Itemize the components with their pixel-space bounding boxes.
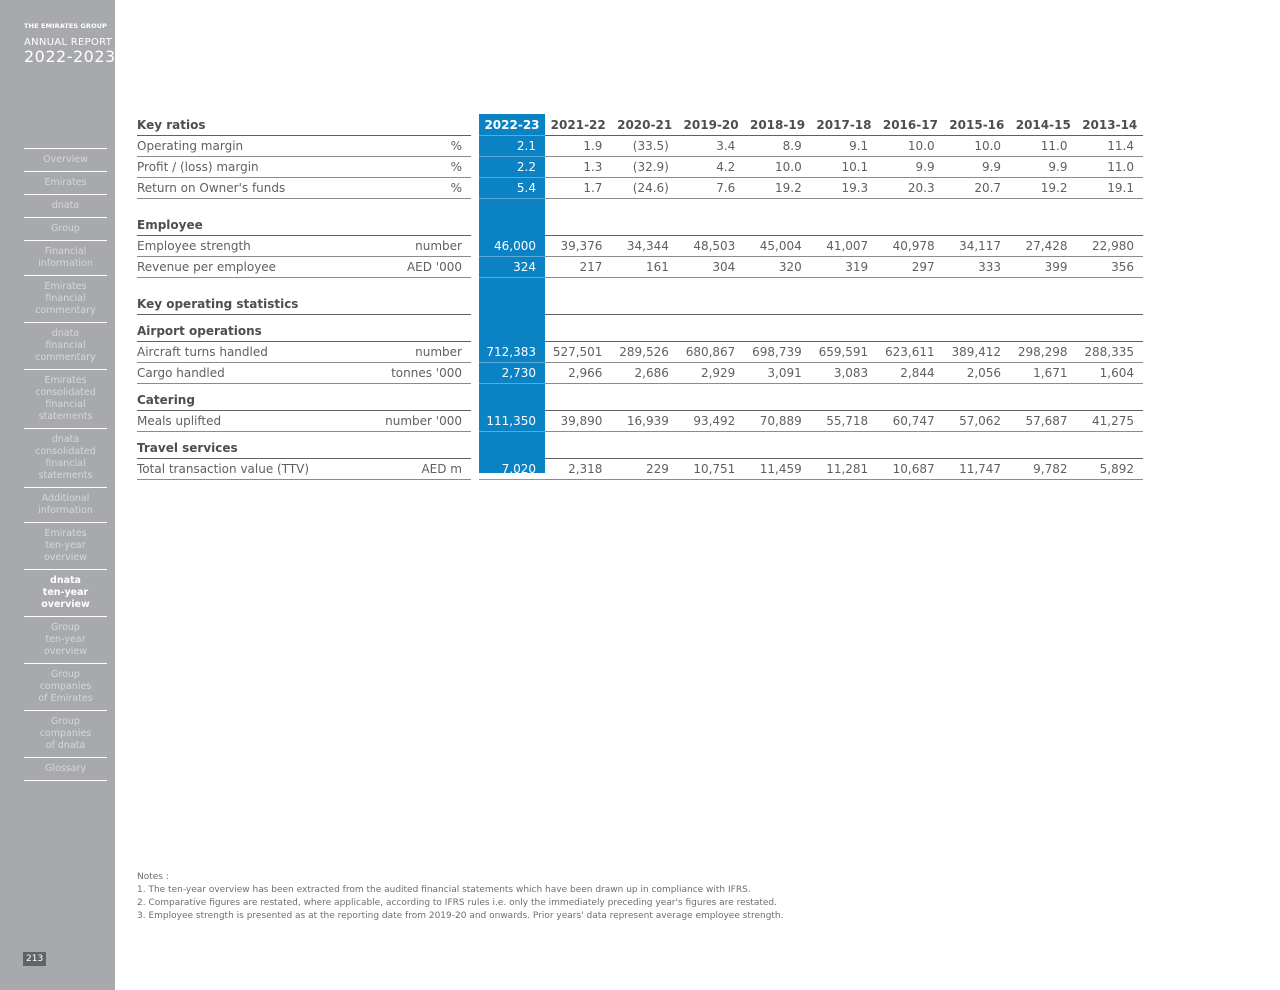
row-unit: number [357,342,471,363]
section-empty-cell [877,294,943,315]
sidebar-item-label: Glossary [44,763,87,774]
sidebar-item-label: Emirates ten-year overview [43,528,88,563]
sidebar-item-label: dnata financial commentary [35,328,96,363]
row-value: 60,747 [877,411,943,432]
table-title: Key ratios [137,114,357,136]
section-empty-cell [611,390,677,411]
header-unit-cell [357,114,471,136]
year-header: 2014-15 [1010,114,1076,136]
row-label: Revenue per employee [137,257,357,278]
row-value: 527,501 [545,342,611,363]
row-value: 46,000 [479,236,545,257]
section-empty-cell [811,215,877,236]
section-key-operating-statistics [137,294,1143,315]
section-empty-cell [744,294,810,315]
row-value: 356 [1077,257,1144,278]
row-value: 2,056 [944,363,1010,384]
row-value: 9.9 [944,157,1010,178]
section-empty-cell [1077,294,1144,315]
table-row [137,363,1143,384]
section-empty-cell [944,390,1010,411]
section-empty-cell [1010,321,1076,342]
row-value: 229 [611,459,677,480]
row-value: 217 [545,257,611,278]
section-empty-cell [944,321,1010,342]
row-value: 1,671 [1010,363,1076,384]
row-value: 297 [877,257,943,278]
row-value: 3,091 [744,363,810,384]
section-empty-cell [545,321,611,342]
sidebar-item-label: Emirates consolidated financial statements [35,375,96,422]
row-unit: AED m [357,459,471,480]
section-empty-cell [811,321,877,342]
ten-year-overview-table [137,114,1143,480]
section-empty-cell [944,215,1010,236]
brand-annual-report: ANNUAL REPORT [24,37,113,48]
section-empty-cell [545,294,611,315]
sidebar-item-overview[interactable] [24,148,107,171]
row-value: 399 [1010,257,1076,278]
row-value: 20.7 [944,178,1010,199]
row-value: 57,687 [1010,411,1076,432]
sidebar-item-emirates[interactable] [24,171,107,194]
row-value: 40,978 [877,236,943,257]
row-value: 19.3 [811,178,877,199]
sidebar-item-group-ten-year-overview[interactable] [24,616,107,663]
row-value: 10.0 [744,157,810,178]
row-value: (24.6) [611,178,677,199]
row-unit: tonnes '000 [357,363,471,384]
sidebar-item-emirates-financial-commentary[interactable] [24,275,107,322]
notes [137,871,784,923]
row-value: 16,939 [611,411,677,432]
section-empty-cell [678,215,744,236]
note-2: 2. Comparative figures are restated, where applicable, according to IFRS rules i.e. only the immediately preceding year's figures are restated. [137,898,777,908]
section-empty-cell [611,321,677,342]
sidebar-item-label: Overview [43,154,88,165]
section-empty-cell [811,294,877,315]
section-travel-services [137,438,1143,459]
section-empty-cell [744,390,810,411]
gap-cell [471,294,479,315]
year-header: 2017-18 [811,114,877,136]
row-value: 10,751 [678,459,744,480]
row-value: 11,459 [744,459,810,480]
row-unit: number [357,236,471,257]
row-value: 11,747 [944,459,1010,480]
highlight-cell [479,294,545,315]
sidebar-item-dnata-consolidated-financial-statements[interactable] [24,428,107,487]
table-row [137,178,1143,199]
brand-report-years: 2022-2023 [24,47,116,66]
spacer-cell [137,199,1143,216]
brand-block [24,22,116,66]
row-value: 680,867 [678,342,744,363]
highlight-cell [479,215,545,236]
spacer-row [137,278,1143,295]
spacer-cell [137,278,1143,295]
section-empty-cell [545,438,611,459]
section-empty-cell [1077,390,1144,411]
section-empty-cell [811,438,877,459]
gap-cell [471,438,479,459]
row-value: 659,591 [811,342,877,363]
row-value: 41,007 [811,236,877,257]
year-header: 2021-22 [545,114,611,136]
section-heading: Travel services [137,438,471,459]
spacer-row [137,199,1143,216]
gap-cell [471,411,479,432]
year-header: 2022-23 [479,114,545,136]
row-value: 161 [611,257,677,278]
row-value: 19.1 [1077,178,1144,199]
section-heading: Airport operations [137,321,471,342]
row-value: 34,344 [611,236,677,257]
row-unit: % [357,157,471,178]
sidebar-item-emirates-consolidated-financial-statements[interactable] [24,369,107,428]
gap-cell [471,363,479,384]
row-value: 9.9 [877,157,943,178]
section-empty-cell [1010,215,1076,236]
row-value: 45,004 [744,236,810,257]
row-unit: % [357,178,471,199]
gap-cell [471,257,479,278]
section-empty-cell [678,321,744,342]
row-value: 2,318 [545,459,611,480]
gap-cell [471,236,479,257]
row-value: 3,083 [811,363,877,384]
section-empty-cell [545,215,611,236]
highlight-cell [479,438,545,459]
highlight-cell [479,390,545,411]
row-value: 9.1 [811,136,877,157]
section-empty-cell [1010,390,1076,411]
row-value: 8.9 [744,136,810,157]
gap-cell [471,136,479,157]
row-value: 9,782 [1010,459,1076,480]
gap-cell [471,178,479,199]
section-empty-cell [877,438,943,459]
row-value: 304 [678,257,744,278]
table-row [137,236,1143,257]
sidebar-item-emirates-ten-year-overview[interactable] [24,522,107,569]
row-value: 4.2 [678,157,744,178]
row-value: (32.9) [611,157,677,178]
sidebar-item-label: Additional information [38,493,93,516]
gap-cell [471,215,479,236]
sidebar-item-label: dnata consolidated financial statements [35,434,96,481]
sidebar-item-label: Emirates financial commentary [35,281,96,316]
section-empty-cell [877,215,943,236]
row-value: 698,739 [744,342,810,363]
sidebar [0,0,115,990]
sidebar-item-financial-information[interactable] [24,240,107,275]
row-value: 2.1 [479,136,545,157]
row-value: 712,383 [479,342,545,363]
row-value: 289,526 [611,342,677,363]
row-value: 93,492 [678,411,744,432]
row-value: 10,687 [877,459,943,480]
section-empty-cell [545,390,611,411]
sidebar-item-label: Emirates [44,177,87,188]
gap-cell [471,459,479,480]
section-empty-cell [1010,438,1076,459]
section-empty-cell [744,215,810,236]
section-empty-cell [678,294,744,315]
sidebar-item-glossary[interactable] [24,757,107,781]
row-value: 19.2 [1010,178,1076,199]
table-row [137,411,1143,432]
row-value: 70,889 [744,411,810,432]
sidebar-item-dnata-ten-year-overview[interactable] [24,569,107,616]
row-value: 5.4 [479,178,545,199]
row-label: Aircraft turns handled [137,342,357,363]
section-empty-cell [611,294,677,315]
sidebar-item-label: Group ten-year overview [43,622,88,657]
row-value: 9.9 [1010,157,1076,178]
year-header: 2015-16 [944,114,1010,136]
row-value: 1.3 [545,157,611,178]
row-value: 320 [744,257,810,278]
section-empty-cell [877,390,943,411]
section-heading: Catering [137,390,471,411]
row-label: Cargo handled [137,363,357,384]
sidebar-item-label: Group companies of dnata [39,716,92,751]
sidebar-item-additional-information[interactable] [24,487,107,522]
sidebar-item-label: Group [51,223,80,234]
row-value: 34,117 [944,236,1010,257]
year-header: 2018-19 [744,114,810,136]
row-value: 1.9 [545,136,611,157]
note-3: 3. Employee strength is presented as at the reporting date from 2019-20 and onwards. Prior years' data represent average employee strength. [137,911,784,921]
gap-cell [471,321,479,342]
row-value: 10.0 [944,136,1010,157]
highlight-cell [479,321,545,342]
row-value: 319 [811,257,877,278]
section-employee [137,215,1143,236]
sidebar-item-label: dnata [51,200,80,211]
row-value: (33.5) [611,136,677,157]
row-value: 7.6 [678,178,744,199]
row-value: 11,281 [811,459,877,480]
row-value: 5,892 [1077,459,1144,480]
gap-cell [471,342,479,363]
row-value: 3.4 [678,136,744,157]
section-empty-cell [811,390,877,411]
table-row [137,257,1143,278]
row-label: Total transaction value (TTV) [137,459,357,480]
table-row [137,342,1143,363]
row-value: 2.2 [479,157,545,178]
row-value: 623,611 [877,342,943,363]
row-value: 111,350 [479,411,545,432]
row-unit: % [357,136,471,157]
section-empty-cell [1077,321,1144,342]
row-value: 19.2 [744,178,810,199]
gap-cell [471,390,479,411]
page-number: 213 [23,952,46,966]
year-header: 2016-17 [877,114,943,136]
row-value: 7,020 [479,459,545,480]
sidebar-item-dnata[interactable] [24,194,107,217]
row-value: 2,929 [678,363,744,384]
row-value: 11.4 [1077,136,1144,157]
row-value: 10.1 [811,157,877,178]
section-empty-cell [944,438,1010,459]
row-value: 10.0 [877,136,943,157]
year-header: 2019-20 [678,114,744,136]
row-value: 2,730 [479,363,545,384]
table-header-row [137,114,1143,136]
section-airport-operations [137,321,1143,342]
brand-group-name: THE EMIRATES GROUP [24,22,107,30]
row-label: Profit / (loss) margin [137,157,357,178]
row-label: Operating margin [137,136,357,157]
row-value: 2,966 [545,363,611,384]
sidebar-item-dnata-financial-commentary[interactable] [24,322,107,369]
year-header: 2020-21 [611,114,677,136]
section-empty-cell [611,438,677,459]
section-empty-cell [944,294,1010,315]
section-empty-cell [611,215,677,236]
row-value: 39,376 [545,236,611,257]
row-value: 41,275 [1077,411,1144,432]
row-label: Meals uplifted [137,411,357,432]
sidebar-item-group[interactable] [24,217,107,240]
row-value: 55,718 [811,411,877,432]
row-unit: AED '000 [357,257,471,278]
row-value: 389,412 [944,342,1010,363]
section-empty-cell [1077,215,1144,236]
section-empty-cell [744,321,810,342]
row-value: 39,890 [545,411,611,432]
ten-year-overview-table-wrap [137,114,1143,480]
section-empty-cell [744,438,810,459]
sidebar-nav [24,148,107,781]
row-value: 11.0 [1077,157,1144,178]
section-empty-cell [678,390,744,411]
year-header: 2013-14 [1077,114,1144,136]
notes-heading: Notes : [137,872,169,882]
table-row [137,136,1143,157]
row-value: 288,335 [1077,342,1144,363]
gap-cell [471,157,479,178]
section-heading: Key operating statistics [137,294,471,315]
sidebar-item-group-companies-of-emirates[interactable] [24,663,107,710]
row-value: 2,844 [877,363,943,384]
row-label: Return on Owner's funds [137,178,357,199]
sidebar-item-label: Group companies of Emirates [38,669,93,704]
table-row [137,459,1143,480]
note-1: 1. The ten-year overview has been extracted from the audited financial statements which have been drawn up in compliance with IFRS. [137,885,751,895]
table-row [137,157,1143,178]
row-value: 324 [479,257,545,278]
row-value: 1.7 [545,178,611,199]
sidebar-item-label: dnata ten-year overview [41,575,90,610]
section-empty-cell [1010,294,1076,315]
row-value: 2,686 [611,363,677,384]
row-value: 22,980 [1077,236,1144,257]
section-empty-cell [1077,438,1144,459]
section-catering [137,390,1143,411]
section-heading: Employee [137,215,471,236]
section-empty-cell [678,438,744,459]
sidebar-item-group-companies-of-dnata[interactable] [24,710,107,757]
section-empty-cell [877,321,943,342]
row-value: 27,428 [1010,236,1076,257]
row-unit: number '000 [357,411,471,432]
row-value: 48,503 [678,236,744,257]
gap-cell [471,114,479,136]
row-value: 20.3 [877,178,943,199]
row-label: Employee strength [137,236,357,257]
row-value: 11.0 [1010,136,1076,157]
row-value: 298,298 [1010,342,1076,363]
row-value: 1,604 [1077,363,1144,384]
row-value: 57,062 [944,411,1010,432]
sidebar-item-label: Financial information [38,246,93,269]
row-value: 333 [944,257,1010,278]
